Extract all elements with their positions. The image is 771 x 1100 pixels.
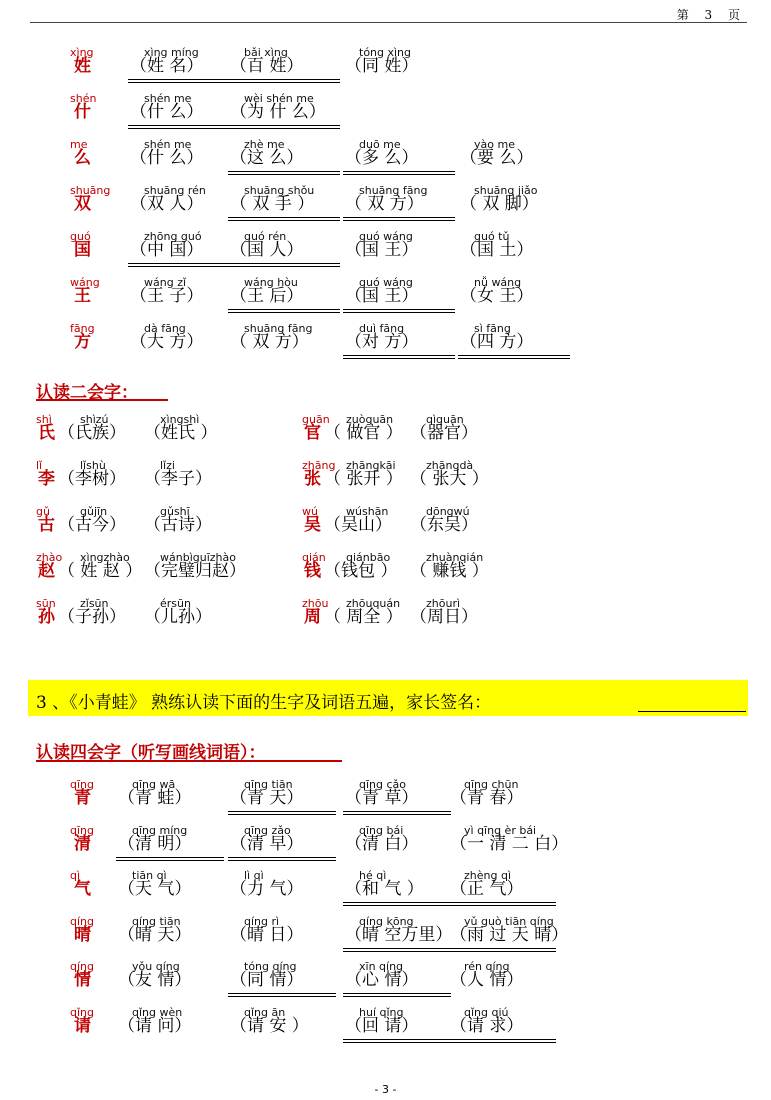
word-pinyin: zhāngdà — [426, 459, 474, 472]
dictation-underline — [343, 171, 455, 175]
char-glyph: 钱 — [304, 561, 321, 581]
dictation-underline — [128, 125, 240, 129]
word-pinyin: tiān qì — [132, 869, 167, 882]
word-text: （儿孙） — [144, 607, 212, 627]
word-text: （器官） — [410, 423, 478, 443]
word-text: （清 白） — [345, 833, 419, 854]
char-glyph: 吴 — [304, 515, 321, 535]
word-text: （姓氏 ） — [144, 423, 218, 443]
word-text: （晴 空万里） — [345, 924, 453, 945]
word-pinyin: guó rén — [244, 230, 287, 243]
word-text: （晴 天） — [118, 924, 192, 945]
char-glyph: 赵 — [38, 561, 55, 581]
word-text: （东吴） — [410, 515, 478, 535]
char-pinyin: sūn — [36, 597, 56, 610]
char-pinyin: fāng — [70, 322, 95, 335]
word-text: （什 么） — [130, 148, 204, 168]
word-pinyin: zuòguān — [346, 413, 394, 426]
word-text: （同 姓） — [345, 56, 419, 76]
char-glyph: 国 — [74, 240, 91, 260]
word-text: （王 后） — [230, 286, 304, 306]
word-pinyin: qīng bái — [359, 823, 404, 837]
word-text: （友 情） — [118, 970, 192, 990]
word-text: （李树） — [58, 469, 126, 489]
word-text: （雨 过 天 晴） — [450, 924, 569, 945]
dictation-underline — [228, 993, 336, 997]
dictation-underline — [343, 948, 451, 952]
section-subtitle-underline — [36, 760, 342, 762]
word-pinyin: gǔshī — [160, 505, 190, 518]
char-glyph: 什 — [74, 102, 91, 122]
word-text: （李子） — [144, 469, 212, 489]
char-glyph: 气 — [74, 879, 91, 899]
word-text: （和 气 ） — [345, 879, 424, 899]
dictation-underline — [228, 125, 340, 129]
word-text: （吴山） — [324, 515, 392, 535]
word-text: （ 张大 ） — [410, 469, 489, 489]
word-text: （青 春） — [450, 788, 524, 808]
word-pinyin: qíng rì — [244, 914, 280, 928]
word-text: （古诗） — [144, 515, 212, 535]
section-subtitle: 认读四会字（听写画线词语）： — [36, 743, 266, 763]
word-text: （ 张开 ） — [324, 469, 403, 489]
dictation-underline — [343, 811, 451, 815]
word-text: （国 人） — [230, 240, 304, 260]
word-text: （一 清 二 白） — [450, 833, 569, 854]
char-pinyin: shuāng — [70, 184, 111, 197]
word-text: （请 问） — [118, 1015, 192, 1036]
word-pinyin: sì fāng — [474, 322, 511, 335]
word-pinyin: shuāng rén — [144, 184, 206, 197]
word-text: （请 安 ） — [230, 1015, 309, 1036]
word-text: （力 气） — [230, 879, 304, 899]
dictation-underline — [343, 902, 451, 906]
word-pinyin: qǐng ān — [244, 1005, 286, 1019]
word-text: （双 人） — [130, 194, 204, 214]
dictation-underline — [343, 1039, 451, 1043]
char-glyph: 么 — [74, 148, 91, 168]
word-text: （要 么） — [460, 148, 534, 168]
word-text: （ 赚钱 ） — [410, 561, 489, 581]
word-text: （这 么） — [230, 148, 304, 168]
header-divider — [30, 22, 747, 23]
dictation-underline — [343, 993, 451, 997]
word-pinyin: yào me — [474, 138, 515, 151]
word-pinyin: guó wáng — [359, 230, 413, 243]
word-text: （大 方） — [130, 332, 204, 352]
word-pinyin: qǐng wèn — [132, 1005, 183, 1019]
dictation-underline — [228, 811, 336, 815]
char-glyph: 氏 — [38, 423, 55, 443]
word-pinyin: shuāng jiǎo — [474, 184, 538, 197]
char-glyph: 晴 — [74, 924, 91, 945]
section-title-underline — [36, 399, 168, 401]
dictation-underline — [343, 217, 455, 221]
char-glyph: 清 — [74, 833, 91, 854]
word-text: （青 天） — [230, 788, 304, 808]
word-pinyin: lì qì — [244, 869, 264, 882]
char-glyph: 姓 — [74, 56, 91, 76]
word-pinyin: zhè me — [244, 138, 285, 151]
dictation-underline — [128, 79, 240, 83]
word-text: （完璧归赵） — [144, 561, 246, 581]
word-pinyin: xìng míng — [144, 46, 199, 59]
char-glyph: 官 — [304, 423, 321, 443]
word-pinyin: qǐng qiú — [464, 1005, 509, 1019]
word-text: （清 早） — [230, 833, 304, 854]
word-pinyin: gǔjīn — [80, 505, 108, 518]
word-text: （人 情） — [450, 970, 524, 990]
char-glyph: 王 — [74, 286, 91, 306]
char-pinyin: xìng — [70, 46, 94, 59]
word-pinyin: lǐzi — [160, 459, 175, 472]
word-pinyin: wúshān — [346, 505, 389, 518]
word-text: （百 姓） — [230, 56, 304, 76]
word-text: （国 土） — [460, 240, 534, 260]
word-pinyin: hé qì — [359, 869, 387, 882]
word-pinyin: érsūn — [160, 597, 191, 610]
dictation-underline — [128, 263, 240, 267]
word-pinyin: yǔ guò tiān qíng — [464, 914, 554, 928]
word-text: （王 子） — [130, 286, 204, 306]
char-pinyin: qīng — [70, 823, 94, 837]
dictation-underline — [228, 217, 340, 221]
char-glyph: 周 — [304, 607, 321, 627]
word-text: （ 双 手 ） — [230, 194, 315, 214]
word-text: （青 草） — [345, 788, 419, 808]
word-pinyin: xīn qíng — [359, 960, 404, 973]
dictation-underline — [228, 263, 340, 267]
word-pinyin: qiánbāo — [346, 551, 391, 564]
dictation-underline — [228, 309, 340, 313]
word-text: （子孙） — [58, 607, 126, 627]
char-pinyin: gǔ — [36, 505, 50, 518]
word-text: （什 么） — [130, 102, 204, 122]
char-glyph: 孙 — [38, 607, 55, 627]
char-pinyin: guān — [302, 413, 330, 426]
dictation-underline — [343, 309, 455, 313]
char-pinyin: qì — [70, 869, 81, 882]
word-pinyin: bǎi xìng — [244, 46, 288, 59]
char-pinyin: qǐng — [70, 1005, 94, 1019]
word-text: （同 情） — [230, 970, 304, 990]
char-pinyin: qīng — [70, 778, 94, 791]
word-pinyin: guó wáng — [359, 276, 413, 289]
word-pinyin: dà fāng — [144, 322, 186, 335]
word-pinyin: qīng tiān — [244, 778, 293, 791]
dictation-underline — [448, 1039, 556, 1043]
char-pinyin: zhào — [36, 551, 63, 564]
word-text: （请 求） — [450, 1015, 524, 1036]
char-pinyin: wú — [302, 505, 318, 518]
word-pinyin: qīng míng — [132, 823, 188, 837]
word-pinyin: qīng chūn — [464, 778, 519, 791]
char-glyph: 请 — [74, 1015, 91, 1036]
word-pinyin: qíng tiān — [132, 914, 181, 928]
word-pinyin: qīng wā — [132, 778, 176, 791]
dictation-underline — [228, 857, 336, 861]
word-pinyin: qìguān — [426, 413, 464, 426]
char-glyph: 张 — [304, 469, 321, 489]
page-footer: - 3 - — [374, 1083, 397, 1096]
char-pinyin: qián — [302, 551, 326, 564]
word-pinyin: shén me — [144, 92, 192, 105]
word-pinyin: yǒu qíng — [132, 960, 180, 973]
word-pinyin: tóng xìng — [359, 46, 412, 59]
word-text: （国 王） — [345, 240, 419, 260]
dictation-underline — [458, 355, 570, 359]
word-pinyin: shuāng fāng — [359, 184, 428, 197]
char-pinyin: zhāng — [302, 459, 336, 472]
word-text: （ 双 脚） — [460, 194, 539, 214]
word-text: （古今） — [58, 515, 126, 535]
char-glyph: 方 — [74, 332, 91, 352]
page-header: 第 3 页 — [676, 8, 746, 22]
word-text: （对 方） — [345, 332, 419, 352]
char-glyph: 情 — [74, 970, 91, 990]
word-text: （氏族） — [58, 423, 126, 443]
word-text: （周日） — [410, 607, 478, 627]
word-pinyin: zhōuquán — [346, 597, 401, 610]
word-pinyin: shìzú — [80, 413, 109, 426]
word-pinyin: wáng zǐ — [144, 276, 187, 289]
word-text: （ 双 方） — [345, 194, 424, 214]
dictation-underline — [228, 79, 340, 83]
char-pinyin: qíng — [70, 960, 94, 973]
word-pinyin: xìngzhào — [80, 551, 130, 564]
word-pinyin: duō me — [359, 138, 401, 151]
word-text: （清 明） — [118, 833, 192, 854]
word-text: （心 情） — [345, 970, 419, 990]
word-pinyin: xìngshì — [160, 413, 200, 426]
word-pinyin: zhōurì — [426, 597, 461, 610]
word-pinyin: wáng hòu — [244, 276, 298, 289]
word-pinyin: wèi shén me — [244, 92, 314, 105]
word-text: （ 双 方） — [230, 332, 309, 352]
word-pinyin: qīng zǎo — [244, 823, 291, 837]
word-text: （多 么） — [345, 148, 419, 168]
char-glyph: 双 — [74, 194, 91, 214]
char-pinyin: wáng — [70, 276, 100, 289]
word-pinyin: nǚ wáng — [474, 276, 522, 289]
dictation-underline — [116, 857, 224, 861]
word-text: （国 王） — [345, 286, 419, 306]
word-text: （ 姓 赵 ） — [58, 561, 143, 581]
word-text: （天 气） — [118, 879, 192, 899]
dictation-underline — [228, 171, 340, 175]
word-pinyin: huí qǐng — [359, 1005, 404, 1019]
char-glyph: 青 — [74, 788, 91, 808]
word-text: （ 周全 ） — [324, 607, 403, 627]
word-text: （为 什 么） — [230, 102, 326, 122]
char-pinyin: lǐ — [36, 459, 43, 472]
word-text: （四 方） — [460, 332, 534, 352]
char-pinyin: me — [70, 138, 88, 151]
char-glyph: 古 — [38, 515, 55, 535]
word-pinyin: zǐsūn — [80, 597, 109, 610]
word-pinyin: dōngwú — [426, 505, 470, 518]
word-text: （正 气） — [450, 879, 524, 899]
word-pinyin: yì qīng èr bái — [464, 823, 537, 837]
lesson-title: 3 、《小青蛙》 熟练认读下面的生字及词语五遍，家长签名： — [36, 693, 492, 713]
word-pinyin: zhāngkāi — [346, 459, 396, 472]
char-pinyin: guó — [70, 230, 91, 243]
word-text: （姓 名） — [130, 56, 204, 76]
char-pinyin: shén — [70, 92, 97, 105]
word-text: （钱包 ） — [324, 561, 398, 581]
word-text: （青 蛙） — [118, 788, 192, 808]
word-text: （中 国） — [130, 240, 204, 260]
parent-signature-line[interactable] — [638, 711, 746, 712]
char-glyph: 李 — [38, 469, 55, 489]
word-text: （回 请） — [345, 1015, 419, 1036]
word-pinyin: shuāng fāng — [244, 322, 313, 335]
char-pinyin: qíng — [70, 914, 94, 928]
word-pinyin: zhuànqián — [426, 551, 484, 564]
word-pinyin: zhèng qì — [464, 869, 512, 882]
dictation-underline — [343, 355, 455, 359]
word-pinyin: tóng qíng — [244, 960, 297, 973]
word-pinyin: zhōng guó — [144, 230, 202, 243]
word-pinyin: qíng kōng — [359, 914, 414, 928]
word-pinyin: guó tǔ — [474, 230, 510, 243]
char-pinyin: shì — [36, 413, 52, 426]
word-text: （ 做官 ） — [324, 423, 403, 443]
word-text: （女 王） — [460, 286, 534, 306]
word-pinyin: qīng cǎo — [359, 778, 407, 791]
word-pinyin: shuāng shǒu — [244, 184, 315, 197]
dictation-underline — [448, 948, 556, 952]
word-text: （晴 日） — [230, 924, 304, 945]
word-pinyin: lǐshù — [80, 459, 106, 472]
section-title-renduer: 认读二会字： — [36, 383, 138, 403]
dictation-underline — [448, 902, 556, 906]
word-pinyin: shén me — [144, 138, 192, 151]
word-pinyin: duì fāng — [359, 322, 405, 335]
word-pinyin: rén qíng — [464, 960, 510, 973]
word-pinyin: wánbìguīzhào — [160, 551, 236, 564]
char-pinyin: zhōu — [302, 597, 329, 610]
